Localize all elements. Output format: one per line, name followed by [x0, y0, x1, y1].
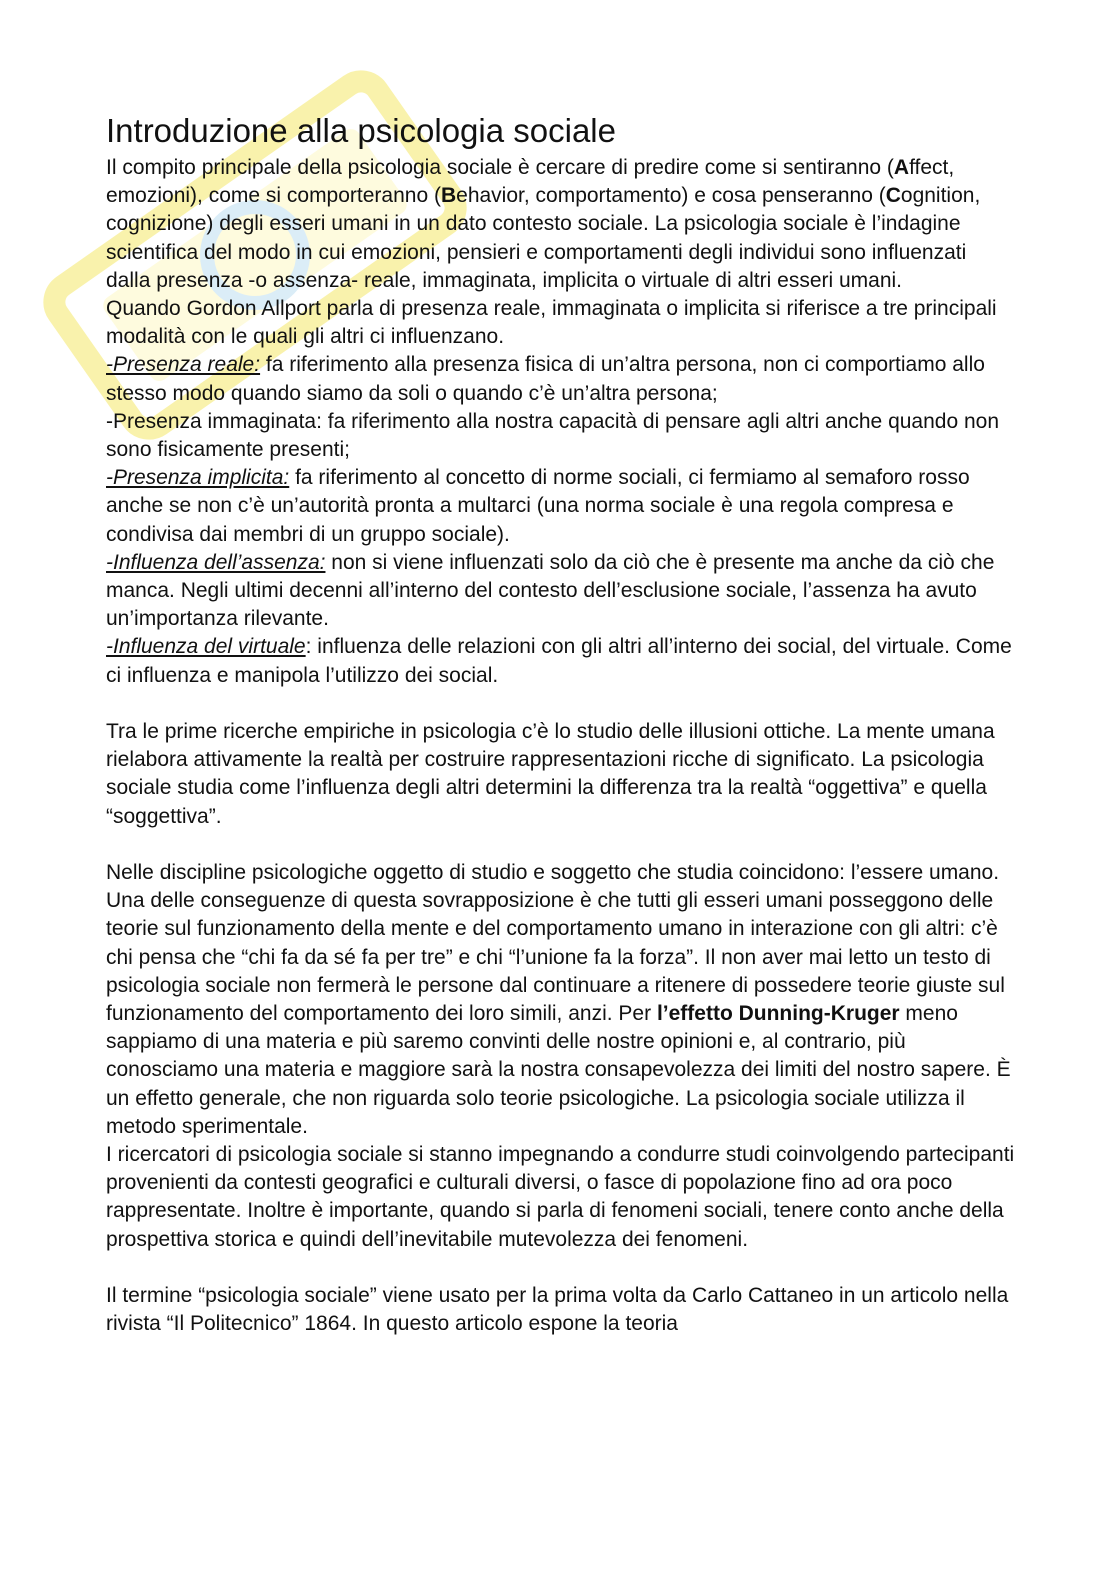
discipline-paragraph [106, 859, 1016, 1141]
intro-text-3: ehavior, comportamento) e cosa penseranno ( [456, 184, 886, 208]
influenza-assenza-item [106, 549, 1016, 634]
presenza-reale-label: -Presenza reale: [106, 353, 261, 377]
paragraph-gap [106, 1254, 1016, 1282]
presenza-implicita-text: fa riferimento al concetto di norme sociali, ci fermiamo al semaforo rosso anche se non c’è un’autorità pronta a multarci (una norma sociale è una regola compresa e condivisa dai membri di un gruppo sociale). [106, 466, 970, 546]
document-page [106, 108, 1016, 1338]
allport-paragraph: Quando Gordon Allport parla di presenza reale, immaginata o implicita si riferisce a tre principali modalità con le quali gli altri ci influenzano. [106, 297, 997, 349]
presenza-immaginata-item: -Presenza immaginata: fa riferimento alla nostra capacità di pensare agli altri anche quando non sono fisicamente presenti; [106, 409, 1000, 462]
paragraph-gap [106, 690, 1016, 718]
influenza-assenza-text: non si viene influenzati solo da ciò che è presente ma anche da ciò che manca. Negli ultimi decenni all’interno del contesto dell’esclusione sociale, l’assenza ha avuto un’importanza rilevante. [106, 550, 995, 631]
intro-text-4: ognition, cognizione) degli esseri umani in un dato contesto sociale. La psicologia sociale è l’indagine scientifica del modo in cui emozioni, pensieri e comportamenti degli individui sono influenzati dalla presenza -o assenza- reale, immaginata, implicita o virtuale di altri esseri umani. [106, 184, 981, 292]
influenza-virtuale-label: -Influenza del virtuale [106, 635, 306, 659]
ricercatori-paragraph: I ricercatori di psicologia sociale si stanno impegnando a condurre studi coinvolgendo partecipanti provenienti da contesti geografici e culturali diversi, o fasce di popolazione fino ad ora poco rappresentate. Inoltre è importante, quando si parla di fenomeni sociali, tenere conto anche della prospettiva storica e quindi dell’inevitabile mutevolezza dei fenomeni. [106, 1143, 1015, 1251]
dunning-kruger-term: l’effetto Dunning-Kruger [656, 1002, 900, 1026]
intro-text-2: ffect, emozioni), come si comporteranno ( [106, 156, 955, 208]
discipline-text-2: meno sappiamo di una materia e più saremo convinti delle nostre opinioni e, al contrario, più conosciamo una materia e maggiore sarà la nostra consapevolezza dei limiti del nostro sapere. È un effetto generale, che non riguarda solo teorie psicologiche. La psicologia sociale utilizza il metodo sperimentale. [106, 1002, 1011, 1138]
influenza-virtuale-item [106, 633, 1016, 689]
illusioni-paragraph: Tra le prime ricerche empiriche in psicologia c’è lo studio delle illusioni ottiche. La mente umana rielabora attivamente la realtà per costruire rappresentazioni ricche di significato. La psicologia sociale studia come l’influenza degli altri determini la differenza tra la realtà “oggettiva” e quella “soggettiva”. [106, 720, 995, 828]
cattaneo-paragraph: Il termine “psicologia sociale” viene usato per la prima volta da Carlo Cattaneo in un articolo nella rivista “Il Politecnico” 1864. In questo articolo espone la teoria [106, 1284, 1009, 1336]
presenza-reale-item [106, 351, 1016, 407]
intro-letter-c: C [885, 184, 901, 208]
intro-paragraph [106, 154, 1016, 295]
intro-letter-a: A [893, 156, 910, 179]
page-title: Introduzione alla psicologia sociale [106, 112, 616, 149]
intro-text-1: Il compito principale della psicologia sociale è cercare di predire come si sentiranno ( [106, 156, 894, 179]
discipline-text-1: Nelle discipline psicologiche oggetto di studio e soggetto che studia coincidono: l’essere umano. Una delle conseguenze di questa sovrapposizione è che tutti gli esseri umani posseggono delle teorie sul funzionamento della mente e del comportamento umano in interazione con gli altri: c’è chi pensa che “chi fa da sé fa per tre” e chi “l’unione fa la forza”. Il non aver mai letto un testo di psicologia sociale non fermerà le persone dal continuare a ritenere di possedere teorie giuste sul funzionamento del comportamento dei loro simili, anzi. Per [106, 861, 1005, 1026]
influenza-assenza-label: -Influenza dell’assenza: [106, 550, 326, 574]
presenza-implicita-item [106, 464, 1016, 549]
influenza-virtuale-text: : influenza delle relazioni con gli altri all’interno dei social, del virtuale. Come ci influenza e manipola l’utilizzo dei social. [106, 635, 1012, 687]
presenza-reale-text: fa riferimento alla presenza fisica di un’altra persona, non ci comportiamo allo stesso modo quando siamo da soli o quando c’è un’altra persona; [106, 353, 985, 405]
presenza-implicita-label: -Presenza implicita: [106, 466, 290, 490]
intro-letter-b: B [440, 184, 457, 208]
paragraph-gap [106, 831, 1016, 859]
